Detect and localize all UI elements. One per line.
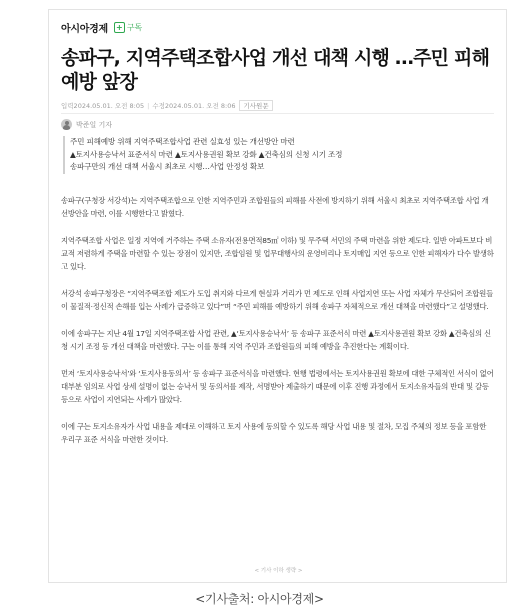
subscribe-button[interactable] [114,22,142,33]
article-paragraph: 지역주택조합 사업은 일정 지역에 거주하는 주택 소유자(전용면적85㎡ 이하) 및 무주택 서민의 주택 마련을 위한 제도다. 일반 아파트보다 비교적 저렴하게 주택을 마련할 수 있는 장점이 있지만, 조합임원 및 업무대행사의 운영비리나 토지매입 지연 등으로 인한 피해자가 다수 발생하고 있다. [61,235,494,272]
original-article-link[interactable]: 기사원문 [239,100,272,111]
article-summary [63,136,500,174]
article-paragraph: 이에 송파구는 지난 4월 17일 지역주택조합 사업 관련, ▲‘토지사용승낙서’ 등 송파구 표준서식 마련 ▲토지사용권원 확보 강화 ▲건축심의 신청 시기 조정 등 개선 대책을 마련했다. 구는 이를 통해 지역 주민과 조합원들의 피해 예방을 추진한다는 계획이다. [61,328,491,352]
summary-line: ▲토지사용승낙서 표준서식 마련 ▲토지사용권원 확보 강화 ▲건축심의 신청 시기 조정 [70,149,343,159]
plus-icon: + [114,22,125,33]
article-card [48,9,507,583]
article-paragraph: 서강석 송파구청장은 “지역주택조합 제도가 도입 취지와 다르게 현실과 거리가 먼 제도로 인해 사업지연 또는 사업 자체가 무산되어 조합원들이 물질적·정신적 손해를 입는 사례가 급증하고 있다”며 “주민 피해를 예방하기 위해 송파구 자체적으로 개선 대책을 마련했다”고 설명했다. [61,289,493,312]
publisher-row [61,20,142,34]
reporter-name: 박준일 기자 [76,120,113,129]
omitted-caption: < 기사 이하 생략 > [254,568,303,574]
summary-line: 송파구만의 개선 대책 서울시 최초로 시행…사업 안정성 확보 [70,162,265,172]
article-paragraph: 이에 구는 토지소유자가 사업 내용을 제대로 이해하고 토지 사용에 동의할 수 있도록 해당 사업 내용 및 절차, 모집 주체의 정보 등을 포함한 우리구 표준 서식을 마련한 것이다. [61,421,487,445]
article-body [61,194,494,460]
summary-line: 주민 피해예방 위해 지역주택조합사업 관련 실효성 있는 개선방안 마련 [70,137,295,146]
article-title: 송파구, 지역주택조합사업 개선 대책 시행 …주민 피해 예방 앞장 [61,47,490,93]
reporter-row[interactable] [61,119,112,130]
published-time: 입력2024.05.01. 오전 8:05 [61,102,145,110]
article-paragraph: 먼저 ‘토지사용승낙서’와 ‘토지사용동의서’ 등 송파구 표준서식을 마련했다. 현행 법령에서는 토지사용권원 확보에 대한 구체적인 서식이 없어 대부분 임의로 사업 상세 설명이 없는 승낙서 및 동의서를 제작, 서명받아 제출하기 때문에 이후 진행 과정에서 토지소유자들의 반대 및 갈등 등으로 사업이 지연되는 사례가 많았다. [61,368,494,405]
publisher-logo[interactable]: 아시아경제 [61,23,108,35]
article-source: <기사출처: 아시아경제> [195,592,324,606]
meta-separator: | [147,101,150,110]
modified-time: 수정2024.05.01. 오전 8:06 [152,102,236,110]
reporter-avatar-icon [61,119,72,130]
article-meta [61,100,273,111]
subscribe-label: 구독 [126,22,143,32]
meta-divider [61,113,494,114]
article-paragraph: 송파구(구청장 서강석)는 지역주택조합으로 인한 지역주민과 조합원들의 피해를 사전에 방지하기 위해 서울시 최초로 지역주택조합 사업 개선방안을 마련, 이를 시행한다고 밝혔다. [61,196,489,219]
